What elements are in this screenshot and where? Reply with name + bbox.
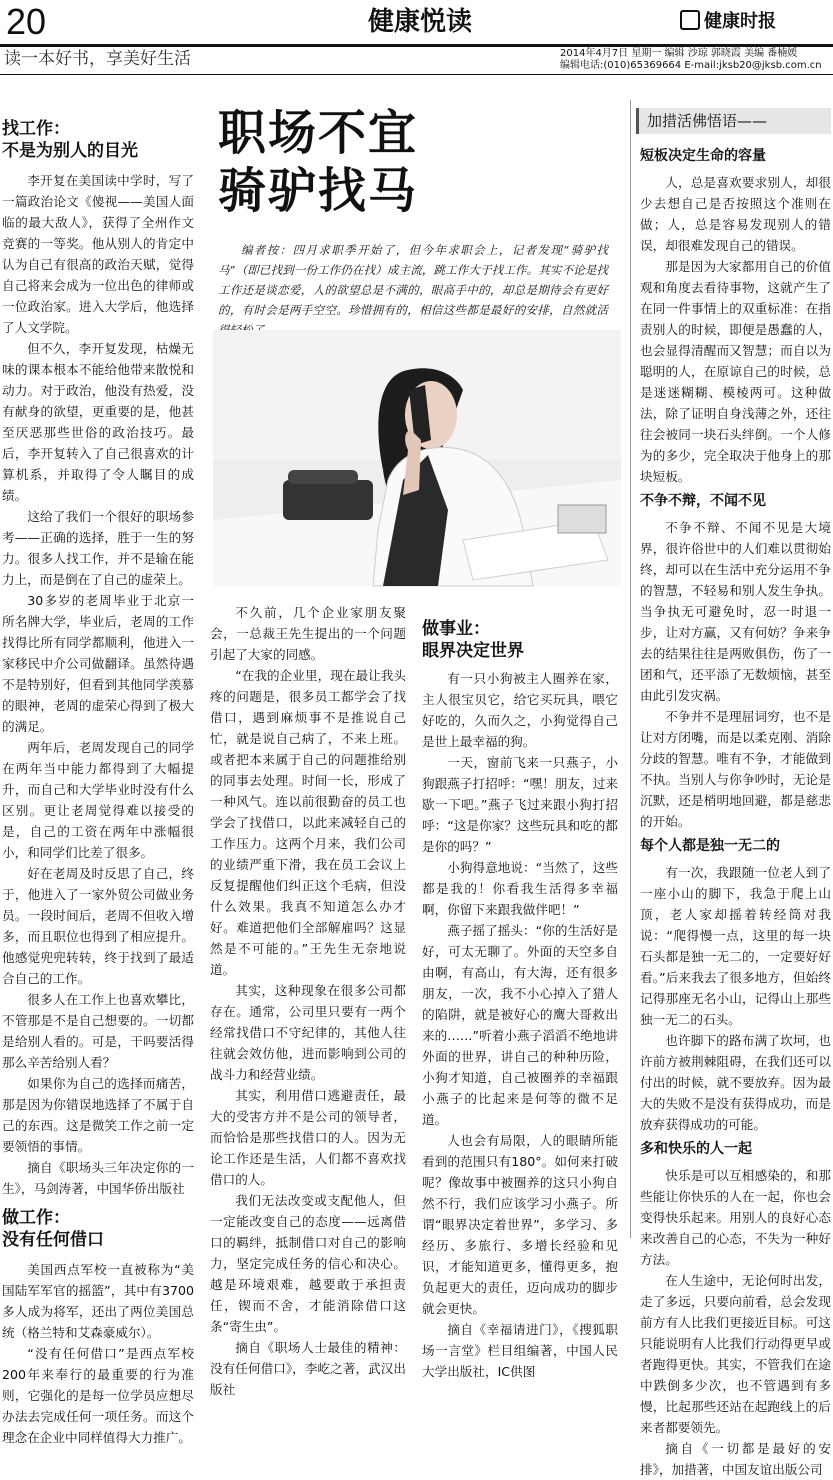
subheading: 每个人都是独一无二的 bbox=[640, 838, 780, 854]
paragraph: 人也会有局限，人的眼睛所能看到的范围只有180°。如何来打破呢？像故事中被圈养的这只小狗自然不行，我们应该学习小燕子。所谓“眼界决定着世界”，多学习、多经历、多旅行、多增长经验和见识，才能知道更多，懂得更多，抱负起更大的责任，迈向成功的脚步就会更快。 bbox=[422, 1133, 618, 1316]
paragraph: 不久前，几个企业家朋友聚会，一总裁王先生提出的一个问题引起了大家的同感。 bbox=[210, 605, 406, 662]
paragraph: 李开复在美国读中学时，写了一篇政治论文《傻视——美国人面临的最大敌人》，获得了全州作文竞赛的一等奖。他从别人的肯定中认为自己有很高的政治天赋，觉得自己将来会成为一位出色的律师或一位政治家。进入大学后，他选择了人文学院。 bbox=[2, 173, 194, 335]
paragraph: 快乐是可以互相感染的，和那些能让你快乐的人在一起，你也会变得快乐起来。用别人的良好心态来改善自己的心态，不失为一种好方法。 bbox=[640, 1168, 831, 1267]
paragraph: 但不久，李开复发现，枯燥无味的课本根本不能给他带来散悦和动力。对于政治，他没有热爱，没有献身的欲望，更重要的是，他甚至厌恶那些世俗的政治技巧。最后，李开复转入了自己很喜欢的计算机系，并取得了令人瞩目的成绩。 bbox=[2, 341, 194, 503]
paragraph: 有一次，我跟随一位老人到了一座小山的脚下，我急于爬上山顶，老人家却摇着转经筒对我说：“爬得慢一点，这里的每一块石头都是独一无二的，一定要好好看。”后来我去了很多地方，但始终记得那座无名小山，记得山上那些独一无二的石头。 bbox=[640, 865, 831, 1027]
column-no-excuses bbox=[210, 602, 406, 1397]
logo-icon bbox=[680, 10, 700, 30]
column-banner: 加措活佛悟语—— bbox=[636, 108, 831, 134]
paragraph: 那是因为大家都用自己的价值观和角度去看待事物，这就产生了在同一件事情上的双重标准：在指责别人的时候，即便是愚蠢的人，也会显得清醒而又智慧；而自以为聪明的人，在原谅自己的时候，总是迷迷糊糊、模棱两可。这种做法，除了证明自身浅薄之外，还往往会被同一块石头绊倒。一个人修为的多少，完全取决于他身上的那块短板。 bbox=[640, 259, 831, 484]
paragraph: 在人生途中，无论何时出发，走了多远，只要向前看，总会发现前方有人比我们更接近目标。可这只能说明有人比我们行动得更早或者跑得更快。其实，不管我们在途中跌倒多少次，也不管遇到有多慢，比起那些还站在起跑线上的后来者都要领先。 bbox=[640, 1273, 831, 1435]
paragraph: 其实，这种现象在很多公司都存在。通常，公司里只要有一两个经常找借口不守纪律的，其他人往往就会效仿他，进而影响到公司的战斗力和经营业绩。 bbox=[210, 983, 406, 1082]
paragraph: 30多岁的老周毕业于北京一所名牌大学，毕业后，老周的工作找得比所有同学都顺利，他进入一家移民中介公司做翻译。虽然待遇不是特别好，但看到其他同学羡慕的眼神，老周的虚荣心得到了极大的满足。 bbox=[2, 593, 194, 734]
headline-line-2: 骑驴找马 bbox=[218, 163, 419, 219]
contact-line: 编辑电话:(010)65369664 E-mail:jksb20@jksb.com.cn bbox=[560, 60, 822, 71]
paragraph: “没有任何借口”是西点军校200年来奉行的最重要的行为准则，它强化的是每一位学员应想尽办法去完成任何一项任务。而这个理念在企业中同样值得大力推广。 bbox=[2, 1346, 194, 1445]
logo-text: 健康时报 bbox=[704, 11, 776, 32]
column-find-work bbox=[2, 118, 194, 1445]
column-divider bbox=[630, 100, 631, 1238]
subheading: 短板决定生命的容量 bbox=[640, 148, 766, 164]
paragraph: 我们无法改变或支配他人，但一定能改变自己的态度——远离借口的羁绊，抵制借口对自己的影响力，坚定完成任务的信心和决心。越是环境艰难，越要敢于承担责任，锲而不舍，才能消除借口这条“寄生虫”。 bbox=[210, 1193, 406, 1334]
article-photo bbox=[213, 330, 621, 586]
paragraph: 很多人在工作上也喜欢攀比，不管那是不是自己想要的。一切都是给别人看的。可是，干吗要活得那么辛苦给别人看？ bbox=[2, 992, 194, 1070]
header-rule bbox=[0, 44, 833, 47]
source-citation: 摘自《职场人士最佳的精神：没有任何借口》，李屹之著，武汉出版社 bbox=[210, 1340, 406, 1397]
column-vision bbox=[422, 618, 618, 1379]
date-line: 2014年4月7日 星期一 编辑 沙琼 郭晓霞 美编 番楠媛 bbox=[560, 48, 798, 59]
section-heading: 找工作： 不是为别人的目光 bbox=[2, 119, 138, 161]
paragraph: 好在老周及时反思了自己，终于，他进入了一家外贸公司做业务员。一段时间后，老周不但收入增多，而且职位也得到了相应提升。他感觉兜兜转转，终于找到了最适合自己的工作。 bbox=[2, 866, 194, 986]
header-rule-thin bbox=[0, 74, 833, 75]
subheading: 多和快乐的人一起 bbox=[640, 1141, 752, 1157]
tagline: 读一本好书，享美好生活 bbox=[4, 49, 191, 69]
paragraph: 不争不辩、不闻不见是大境界，很许俗世中的人们难以贯彻始终，却可以在生活中充分运用不争的智慧，不轻易和别人发生争执。当争执无可避免时，忍一时退一步，让对方赢，又有何妨？争来争去的结果往往是两败俱伤，伤了一团和气，还平添了无数烦恼，甚至由此引发灾祸。 bbox=[640, 520, 831, 703]
editor-note: 编者按：四月求职季开始了，但今年求职会上，记者发现“骑驴找马”（即已找到一份工作仍在找）成主流，跳工作大于找工作。其实不论是找工作还是谈恋爱，人的欲望总是不满的，眼高手中的，却总是期待会有更好的，有时会是两手空空。珍惜拥有的，相信这些都是最好的安排，自然就活 bbox=[218, 243, 608, 317]
newspaper-logo bbox=[680, 10, 776, 33]
page-number: 20 bbox=[6, 1, 47, 42]
source-citation: 摘自《职场头三年决定你的一生》，马剑涛著，中国华侨出版社 bbox=[2, 1160, 194, 1196]
source-citation: 摘自《一切都是最好的安排》，加措著，中国友谊出版公司 bbox=[640, 1441, 831, 1477]
paragraph: 如果你为自己的选择而痛苦，那是因为你错误地选择了不属于自己的东西。这是微笑工作之前一定要领悟的事情。 bbox=[2, 1076, 194, 1154]
subheading: 不争不辩，不闻不见 bbox=[640, 493, 766, 509]
paragraph: 也许脚下的路布满了坎坷，也许前方被荆棘阻碍，在我们还可以付出的时候，就不要放弃。因为最大的失败不是没有获得成功，而是放弃获得成功的可能。 bbox=[640, 1033, 831, 1132]
paragraph: 人，总是喜欢要求别人，却很少去想自己是否按照这个准则在做；人，总是容易发现别人的错误，却很难发现自己的错误。 bbox=[640, 175, 831, 253]
source-citation: 摘自《幸福请进门》，《搜狐职场一言堂》栏目组编著，中国人民大学出版社，IC供图 bbox=[422, 1322, 618, 1379]
paragraph: 有一只小狗被主人圈养在家，主人很宝贝它，给它买玩具，喂它好吃的，久而久之，小狗觉得自己是世上最幸福的狗。 bbox=[422, 671, 618, 749]
paragraph: 燕子摇了摇头：“你的生活好是好，可太无聊了。外面的天空多自由啊，有高山，有大海，还有很多朋友，一次，我不小心掉入了猎人的陷阱，就是被好心的鹰大哥救出来的……”听着小燕子滔滔不绝地讲外面的世界，讲自己的种种历险，小狗才知道，自己被圈养的幸福跟小燕子的比起来是何等的微不足道。 bbox=[422, 923, 618, 1127]
paragraph: “在我的企业里，现在最让我头疼的问题是，很多员工都学会了找借口，遇到麻烦事不是推说自己忙，就是说自己病了，不来上班。或者把本来属于自己的问题推给别的同事去处理。时间一长，形成了一种风气。连以前很勤奋的员工也学会了找借口，以此来减轻自己的工作压力。这两个月来，我们公司的业绩严重下滑，我在员工会议上反复提醒他们纠正这个毛病，但没什么效果。我真不知道怎么办才好。难道把他们全部解雇吗？这显然是不可能的。”王先生无奈地说道。 bbox=[210, 668, 406, 977]
section-heading: 做事业： 眼界决定世界 bbox=[422, 619, 524, 661]
paragraph: 美国西点军校一直被称为“美国陆军军官的摇篮”，其中有3700多人成为将军，还出了两位美国总统（格兰特和艾森豪威尔）。 bbox=[2, 1262, 194, 1340]
paragraph: 这给了我们一个很好的职场参考——正确的选择，胜于一生的努力。很多人找工作，并不是输在能力上，而是倒在了自己的虚荣上。 bbox=[2, 509, 194, 587]
paragraph: 小狗得意地说：“当然了，这些都是我的！你看我生活得多幸福啊，你留下来跟我做伴吧！” bbox=[422, 860, 618, 917]
column-wisdom bbox=[640, 142, 831, 1477]
paragraph: 其实，利用借口逃避责任，最大的受害方并不是公司的领导者，而恰恰是那些找借口的人。因为无论工作还是生活，人们都不喜欢找借口的人。 bbox=[210, 1088, 406, 1187]
paragraph: 一天，窗前飞来一只燕子，小狗跟燕子打招呼：“嘿！朋友，过来歇一下吧。”燕子飞过来跟小狗打招呼：“这是你家？这些玩具和吃的都是你的吗？” bbox=[422, 755, 618, 854]
paragraph: 两年后，老周发现自己的同学在两年当中能力都得到了大幅提升，而自己和大学毕业时没有什么区别。更让老周觉得难以接受的是，自己的工资在两年中涨幅很小，和同学们比差了很多。 bbox=[2, 740, 194, 860]
headline-line-1: 职场不宜 bbox=[218, 105, 419, 161]
section-title: 健康悦读 bbox=[367, 7, 472, 37]
section-heading: 做工作： 没有任何借口 bbox=[2, 1208, 104, 1250]
main-headline bbox=[218, 104, 418, 220]
issue-info bbox=[560, 48, 822, 72]
paragraph: 不争并不是理屈词穷，也不是让对方闭嘴，而是以柔克刚、消除分歧的智慧。唯有不争，才能做到不执。当别人与你争吵时，无论是沉默，还是梢明地回避，都是慈悲的开始。 bbox=[640, 709, 831, 829]
